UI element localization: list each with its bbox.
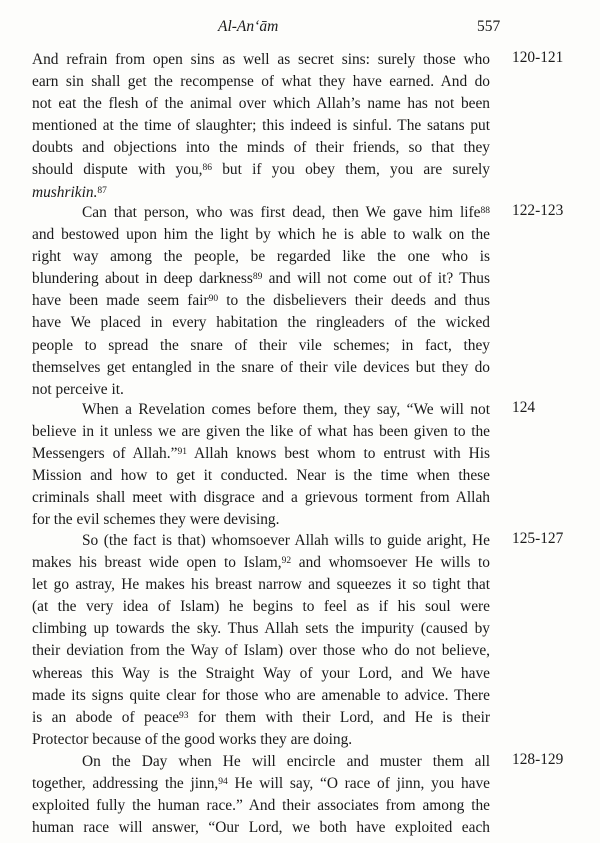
text-line: (at the very idea of Islam) he begins to feel as if his soul were: [32, 598, 490, 616]
verse-ref: 120-121: [512, 49, 564, 66]
text-line: whereas this Way is the Straight Way of your Lord, and We have: [32, 664, 490, 682]
text-line: let go astray, He makes his breast narrow and squeezes it so tight that: [32, 576, 490, 594]
text-fragment: for them with their Lord, and He is their: [188, 708, 490, 726]
text-fragment: Can that person, who was first dead, then We gave him life: [82, 204, 481, 221]
text-line: [32, 182, 490, 204]
text-fragment: have been made seem fair: [32, 292, 209, 310]
text-line: Protector because of the good works they are doing.: [32, 730, 353, 748]
text-fragment: makes his breast wide open to Islam,: [32, 554, 282, 572]
text-line: for the evil schemes they were devising.: [32, 511, 280, 529]
text-fragment: He will say, “O race of jinn, you have: [227, 775, 490, 793]
text-line: not perceive it.: [32, 380, 124, 398]
text-line: people to spread the snare of their vile schemes; in fact, they: [32, 336, 490, 354]
footnote-marker: 89: [252, 272, 263, 283]
paragraph: [32, 530, 490, 751]
text-line: human race will answer, “Our Lord, we both have exploited each: [32, 819, 490, 837]
text-fragment: should dispute with you,: [32, 161, 203, 179]
text-line: criminals shall meet with disgrace and a grievous torment from Allah: [32, 489, 490, 507]
footnote-marker: 91: [177, 447, 187, 458]
paragraph: [32, 202, 490, 401]
paragraph: [32, 399, 490, 532]
text-fragment: blundering about in deep darkness: [32, 270, 253, 288]
text-line: not eat the flesh of the animal over which Allah’s name has not been: [32, 95, 490, 113]
text-fragment: is an abode of peace: [32, 708, 180, 726]
text-line: right way among the people, be regarded like the one who is: [32, 248, 490, 266]
text-line: [32, 268, 490, 290]
text-line: [32, 202, 490, 224]
text-line: doubts and objections into the minds of their friends, so that they: [32, 139, 490, 157]
text-line: and bestowed upon him the light by which he is able to walk on the: [32, 226, 490, 244]
footnote-marker: 90: [208, 294, 219, 305]
text-line: Mission and how to get it conducted. Near is the time when these: [32, 467, 490, 485]
text-line: [32, 290, 490, 312]
text-line: exploited fully the human race.” And their associates from among the: [32, 797, 490, 815]
text-line: [32, 159, 490, 181]
text-fragment: and will not come out of it? Thus: [262, 270, 490, 288]
italic-term: mushrikin.: [32, 183, 98, 201]
paragraph: [32, 751, 490, 839]
verse-ref: 128-129: [512, 751, 564, 768]
footnote-marker: 94: [218, 777, 228, 788]
text-line: [32, 707, 490, 729]
text-line: mentioned at the time of slaughter; this indeed is sinful. The satans put: [32, 117, 490, 135]
page-number: 557: [477, 18, 501, 35]
text-line: When a Revelation comes before them, they say, “We will not: [82, 401, 490, 418]
text-line: believe in it unless we are given the like of what has been given to the: [32, 423, 490, 441]
running-header: [0, 18, 600, 40]
text-line: On the Day when He will encircle and muster them all: [82, 753, 490, 770]
text-line: climbing up towards the sky. Thus Allah sets the impurity (caused by: [32, 620, 490, 638]
footnote-marker: 87: [97, 185, 107, 196]
text-fragment: Allah knows best whom to entrust with His: [186, 445, 491, 463]
text-fragment: to the disbelievers their deeds and thus: [218, 292, 491, 310]
text-fragment: but if you obey them, you are surely: [212, 161, 491, 179]
text-line: And refrain from open sins as well as secret sins: surely those who: [32, 51, 490, 68]
text-line: [32, 443, 490, 465]
text-fragment: and whomsoever He wills to: [291, 554, 490, 572]
text-line: earn sin shall get the recompense of what they have earned. And do: [32, 73, 490, 91]
text-line: [32, 552, 490, 574]
text-line: So (the fact is that) whomsoever Allah wills to guide aright, He: [82, 532, 490, 549]
text-line: their deviation from the Way of Islam) over those who do not believe,: [32, 642, 490, 660]
verse-ref: 125-127: [512, 530, 564, 547]
text-line: have We placed in every habitation the ringleaders of the wicked: [32, 314, 490, 332]
verse-ref: 122-123: [512, 202, 564, 219]
text-line: themselves get entangled in the snare of their vile devices but they do: [32, 358, 490, 376]
footnote-marker: 92: [281, 556, 292, 567]
paragraph: [32, 49, 490, 204]
chapter-title: Al-An‘ām: [218, 18, 279, 35]
text-line: [32, 773, 490, 795]
verse-ref: 124: [512, 399, 536, 416]
text-fragment: Messengers of Allah.”: [32, 445, 178, 463]
footnote-marker: 88: [480, 206, 490, 216]
text-line: made its signs quite clear for those who are amenable to advice. There: [32, 686, 490, 704]
text-fragment: together, addressing the jinn,: [32, 775, 219, 793]
footnote-marker: 93: [179, 710, 189, 721]
footnote-marker: 86: [202, 163, 212, 174]
